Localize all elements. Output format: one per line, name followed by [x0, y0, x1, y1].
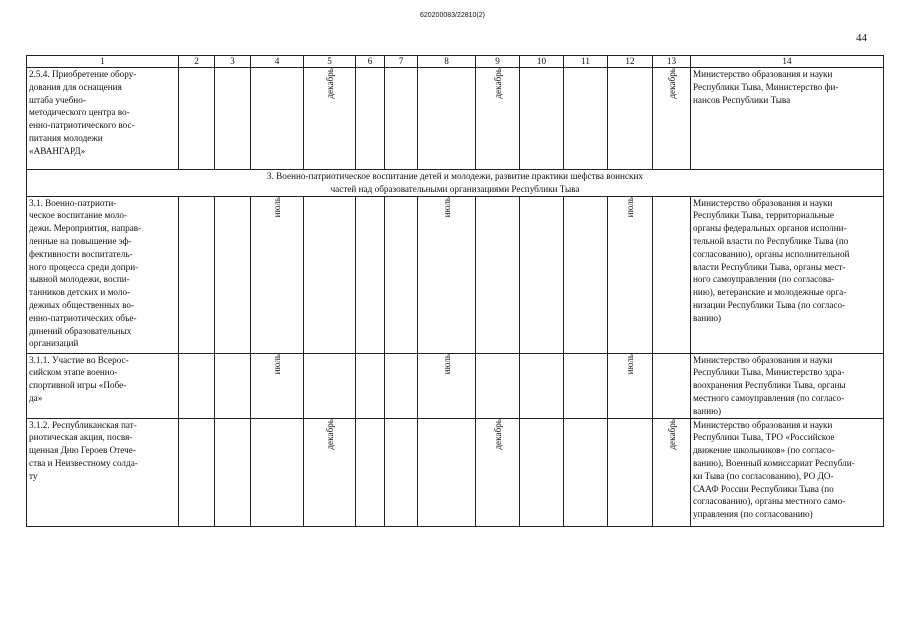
- empty-cell: [356, 353, 385, 418]
- activity-cell: 3.1.1. Участие во Всерос- сийском этапе военно- спортивной игры «Побе- да»: [27, 353, 179, 418]
- deadline-cell: [304, 418, 356, 526]
- column-number: 5: [304, 56, 356, 68]
- deadline-text: декабрь: [492, 418, 503, 450]
- empty-cell: [520, 68, 564, 170]
- column-number: 8: [418, 56, 476, 68]
- empty-cell: [304, 196, 356, 353]
- column-number: 10: [520, 56, 564, 68]
- empty-cell: [215, 418, 251, 526]
- deadline-cell: [251, 196, 304, 353]
- empty-cell: [564, 68, 608, 170]
- empty-cell: [476, 196, 520, 353]
- activity-cell: 3.1.2. Республиканская пат- риотическая акция, посвя- щенная Дню Героев Отече- ства и Неизвестному солда- ту: [27, 418, 179, 526]
- empty-cell: [608, 68, 653, 170]
- empty-cell: [520, 353, 564, 418]
- deadline-cell: [653, 418, 691, 526]
- empty-cell: [476, 353, 520, 418]
- table-row: [27, 418, 884, 526]
- empty-cell: [304, 353, 356, 418]
- activity-cell: 3.1. Военно-патриоти- ческое воспитание моло- дежи. Мероприятия, направ- ленные на повышение эф- фективности воспитатель- ного процесса среди допри- зывной молодежи, воспи- танников детских и моло- дежных общественных во- енно-патриотических объе- динений образовательных организаций: [27, 196, 179, 353]
- empty-cell: [564, 196, 608, 353]
- deadline-cell: [608, 196, 653, 353]
- column-number: 14: [691, 56, 884, 68]
- empty-cell: [385, 418, 418, 526]
- deadline-cell: [608, 353, 653, 418]
- empty-cell: [608, 418, 653, 526]
- empty-cell: [418, 68, 476, 170]
- activity-cell: 2.5.4. Приобретение обору- дования для оснащения штаба учебно- методического центра во- енно-патриотического вос- питания молодежи «АВАНГАРД»: [27, 68, 179, 170]
- deadline-text: июль: [441, 353, 452, 374]
- deadline-cell: [251, 353, 304, 418]
- deadline-text: декабрь: [666, 68, 677, 99]
- deadline-cell: [476, 68, 520, 170]
- empty-cell: [251, 418, 304, 526]
- column-number: 4: [251, 56, 304, 68]
- deadline-text: июль: [272, 353, 282, 374]
- deadline-text: декабрь: [666, 418, 677, 450]
- empty-cell: [564, 353, 608, 418]
- column-number: 11: [564, 56, 608, 68]
- deadline-cell: [653, 68, 691, 170]
- deadline-text: июль: [625, 353, 635, 374]
- deadline-cell: [418, 196, 476, 353]
- column-number: 12: [608, 56, 653, 68]
- empty-cell: [179, 68, 215, 170]
- column-number: 3: [215, 56, 251, 68]
- table-row: [27, 353, 884, 418]
- empty-cell: [179, 353, 215, 418]
- empty-cell: [418, 418, 476, 526]
- section-heading: 3. Военно-патриотическое воспитание детей и молодежи, развитие практики шефства воинских частей над образовательными организациями Республики Тыва: [27, 170, 884, 197]
- empty-cell: [385, 353, 418, 418]
- deadline-text: июль: [272, 196, 282, 217]
- deadline-cell: [476, 418, 520, 526]
- deadline-text: декабрь: [492, 68, 503, 99]
- empty-cell: [356, 68, 385, 170]
- deadline-text: июль: [625, 196, 635, 217]
- table-row: [27, 68, 884, 170]
- responsible-cell: Министерство образования и науки Республики Тыва, ТРО «Российское движение школьников» (по согласо- ванию), Военный комиссариат Республи- ки Тыва (по согласованию), РО ДО- СААФ России Республики Тыва (по согласованию), органы местного само- управления (по согласованию): [691, 418, 884, 526]
- empty-cell: [653, 196, 691, 353]
- plan-table: [26, 55, 884, 527]
- table-row: [27, 196, 884, 353]
- column-number: 1: [27, 56, 179, 68]
- empty-cell: [564, 418, 608, 526]
- column-number-row: [27, 56, 884, 68]
- empty-cell: [385, 196, 418, 353]
- section-row: [27, 170, 884, 197]
- document-id: 620200083/22810(2): [419, 12, 485, 19]
- empty-cell: [179, 418, 215, 526]
- deadline-cell: [304, 68, 356, 170]
- empty-cell: [356, 196, 385, 353]
- empty-cell: [215, 68, 251, 170]
- deadline-text: июль: [441, 196, 452, 217]
- column-number: 13: [653, 56, 691, 68]
- empty-cell: [653, 353, 691, 418]
- empty-cell: [215, 353, 251, 418]
- empty-cell: [520, 196, 564, 353]
- deadline-text: декабрь: [324, 68, 335, 99]
- empty-cell: [215, 196, 251, 353]
- column-number: 9: [476, 56, 520, 68]
- empty-cell: [385, 68, 418, 170]
- responsible-cell: Министерство образования и науки Республики Тыва, Министерство фи- нансов Республики Тыва: [691, 68, 884, 170]
- deadline-text: декабрь: [324, 418, 335, 450]
- column-number: 2: [179, 56, 215, 68]
- responsible-cell: Министерство образования и науки Республики Тыва, территориальные органы федеральных органов исполни- тельной власти по Республике Тыва (по согласованию), органы исполнительной власти Республики Тыва, органы мест- ного самоуправления (по согласова- нию), ветеранские и молодежные орга- низации Республики Тыва (по согласо- ванию): [691, 196, 884, 353]
- page-number: 44: [856, 32, 867, 44]
- empty-cell: [356, 418, 385, 526]
- responsible-cell: Министерство образования и науки Республики Тыва, Министерство здра- воохранения Республики Тыва, органы местного самоуправления (по согласо- ванию): [691, 353, 884, 418]
- empty-cell: [179, 196, 215, 353]
- deadline-cell: [418, 353, 476, 418]
- column-number: 7: [385, 56, 418, 68]
- empty-cell: [251, 68, 304, 170]
- column-number: 6: [356, 56, 385, 68]
- empty-cell: [520, 418, 564, 526]
